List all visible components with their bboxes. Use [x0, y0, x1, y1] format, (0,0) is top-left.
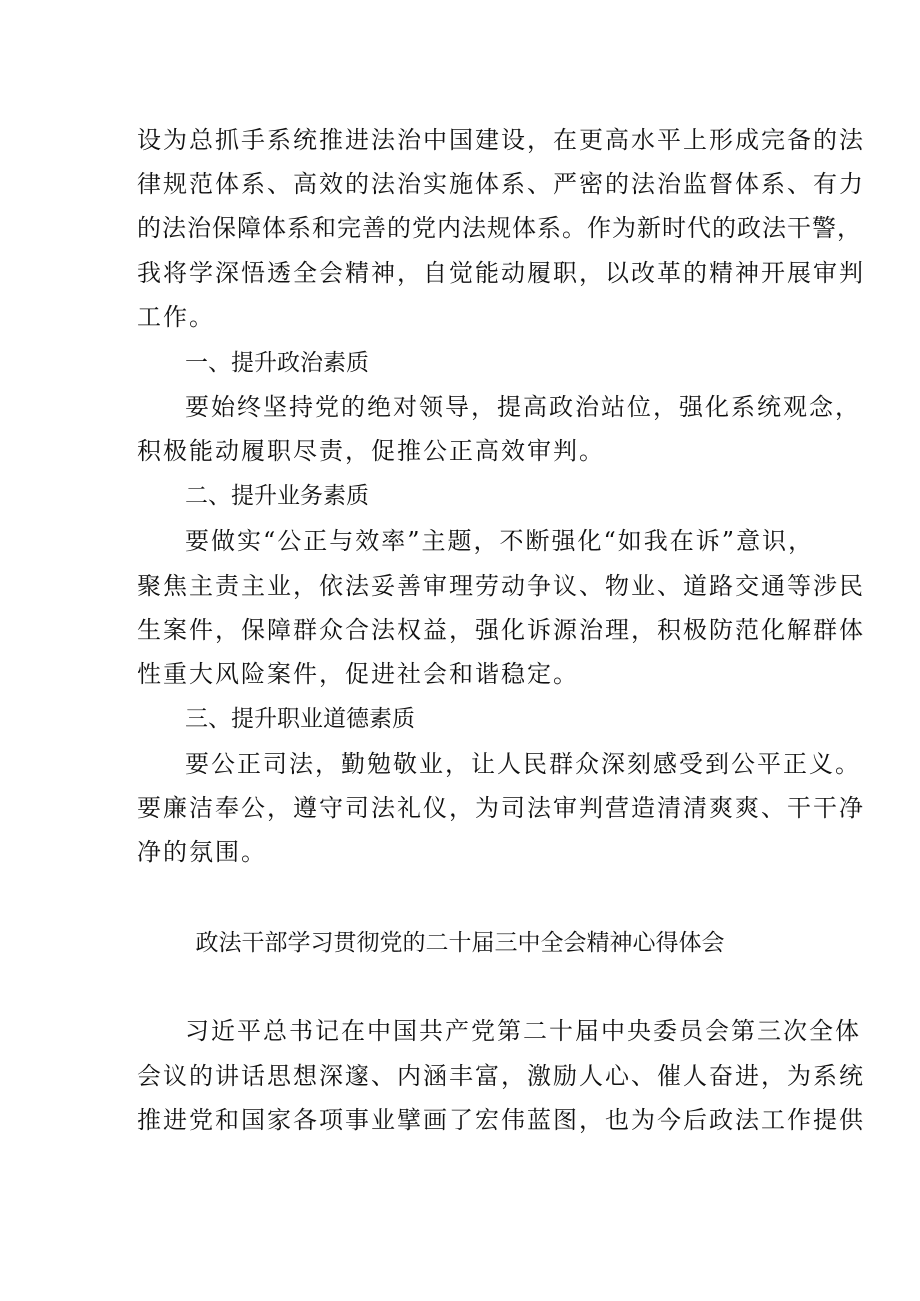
document-title: 政法干部学习贯彻党的二十届三中全会精神心得体会 [195, 930, 725, 956]
body-line: 律规范体系、高效的法治实施体系、严密的法治监督体系、有力 [137, 170, 865, 198]
body-line: 净的氛围。 [137, 838, 267, 866]
body-line: 我将学深悟透全会精神，自觉能动履职，以改革的精神开展审判 [137, 259, 865, 287]
body-line: 要廉洁奉公，遵守司法礼仪，为司法审判营造清清爽爽、干干净 [137, 794, 865, 822]
body-line: 工作。 [137, 303, 215, 331]
body-line: 生案件，保障群众合法权益，强化诉源治理，积极防范化解群体 [137, 616, 865, 644]
body-line: 积极能动履职尽责，促推公正高效审判。 [137, 437, 605, 465]
section-heading-3: 三、提升职业道德素质 [185, 706, 415, 732]
body-line: 设为总抓手系统推进法治中国建设，在更高水平上形成完备的法 [137, 126, 865, 154]
body-line: 聚焦主责主业，依法妥善审理劳动争议、物业、道路交通等涉民 [137, 572, 865, 600]
body-line: 要做实“公正与效率”主题，不断强化“如我在诉”意识， [185, 527, 815, 555]
body-line: 习近平总书记在中国共产党第二十届中央委员会第三次全体 [185, 1017, 861, 1045]
section-heading-1: 一、提升政治素质 [185, 350, 369, 376]
body-line: 会议的讲话思想深邃、内涵丰富，激励人心、催人奋进，为系统 [137, 1062, 865, 1090]
body-line: 推进党和国家各项事业擘画了宏伟蓝图，也为今后政法工作提供 [137, 1106, 865, 1134]
section-heading-2: 二、提升业务素质 [185, 483, 369, 509]
body-line: 的法治保障体系和完善的党内法规体系。作为新时代的政法干警， [137, 214, 862, 242]
body-line: 要始终坚持党的绝对领导，提高政治站位，强化系统观念， [185, 393, 861, 421]
body-line: 性重大风险案件，促进社会和谐稳定。 [137, 660, 579, 688]
body-line: 要公正司法，勤勉敬业，让人民群众深刻感受到公平正义。 [185, 750, 861, 778]
